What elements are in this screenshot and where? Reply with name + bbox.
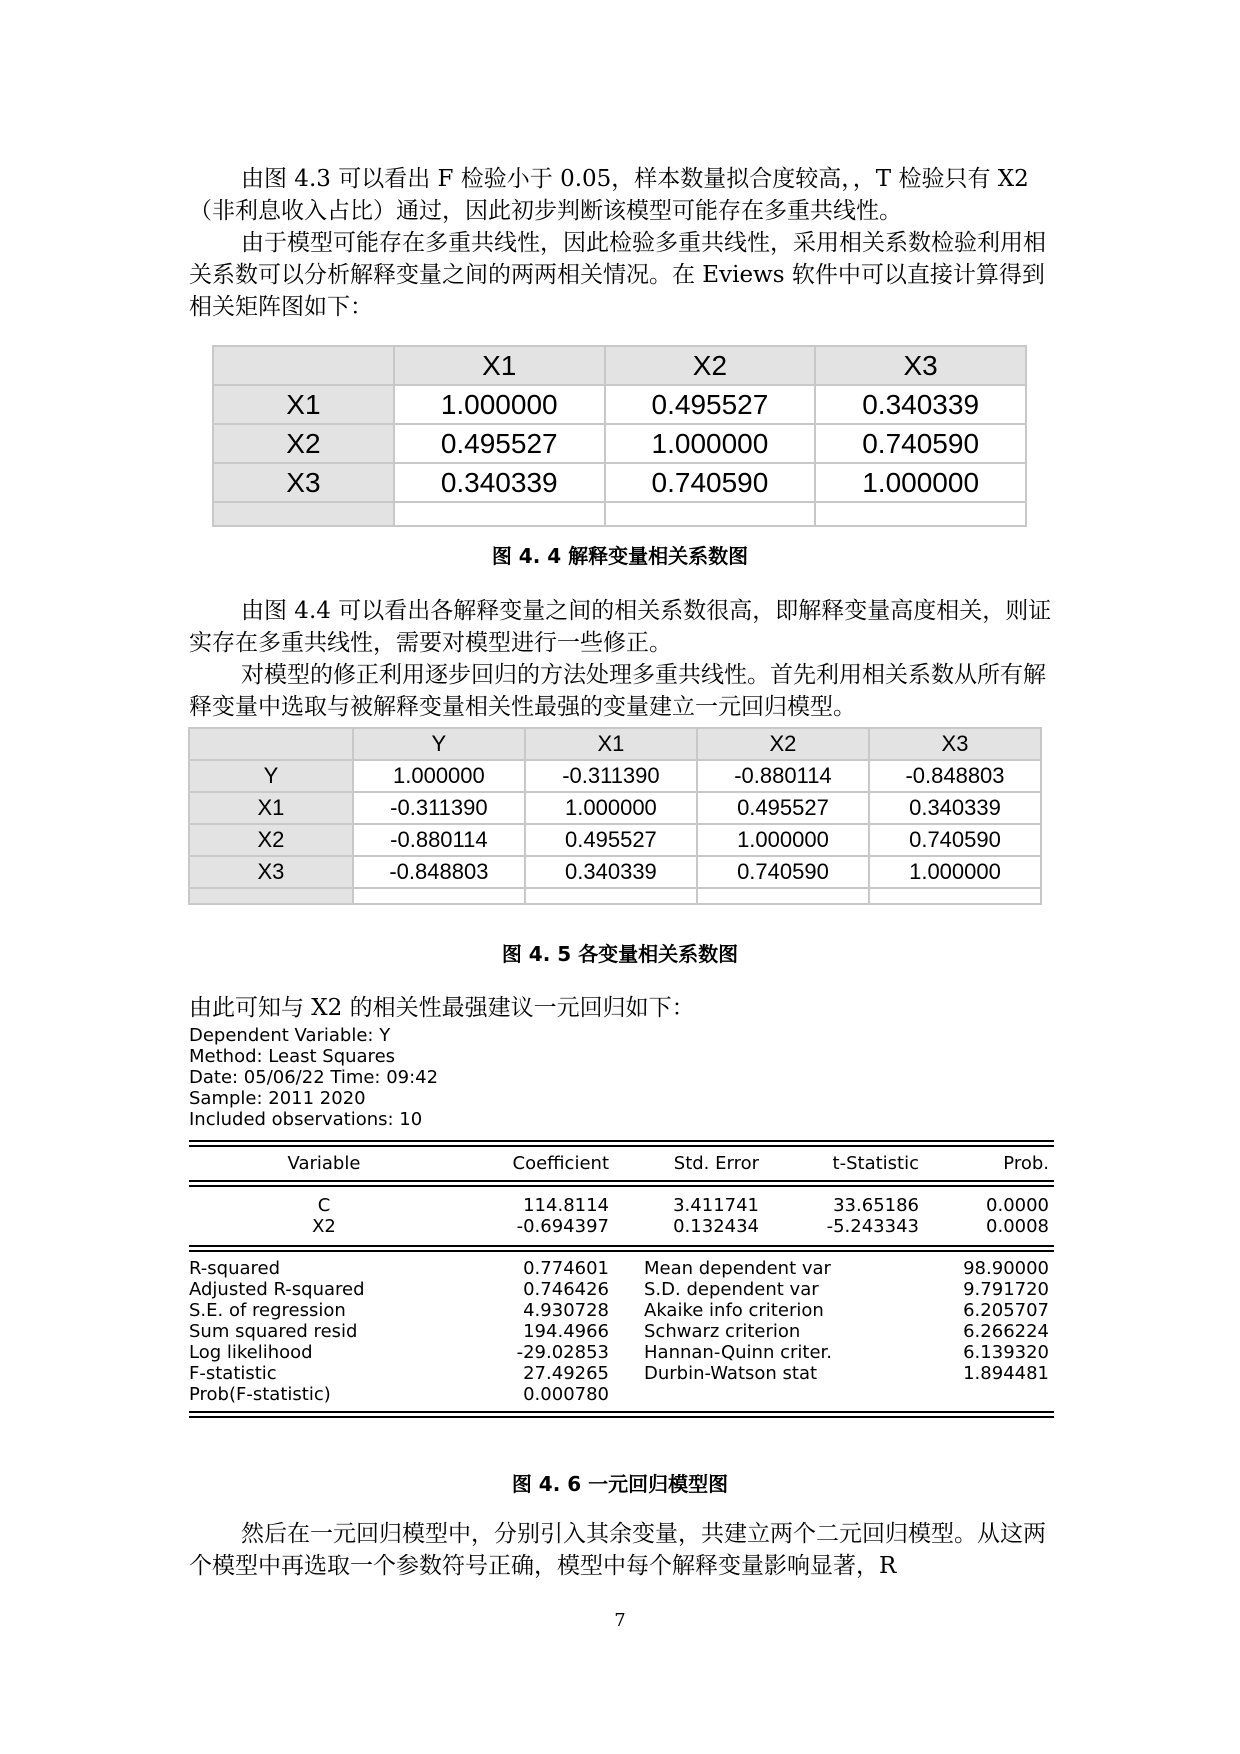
stat-value: 194.4966	[523, 1321, 609, 1342]
stat-value: 6.205707	[963, 1300, 1049, 1321]
column-header: Variable	[287, 1153, 361, 1174]
table-cell: 0.340339	[525, 856, 697, 888]
table-row	[189, 760, 1041, 792]
std-error-value: 3.411741	[673, 1195, 759, 1216]
stat-label: S.D. dependent var	[644, 1279, 819, 1300]
row-header: X3	[189, 856, 353, 888]
table-row	[213, 424, 1026, 463]
stat-label: Log likelihood	[189, 1342, 313, 1363]
page-number: 7	[614, 1610, 626, 1631]
stat-value: 0.746426	[523, 1279, 609, 1300]
empty-cell	[869, 888, 1041, 904]
stat-value: -29.02853	[516, 1342, 609, 1363]
double-rule	[189, 1245, 1054, 1252]
coefficient-row	[189, 1195, 1054, 1216]
coefficient-header-row	[189, 1153, 1054, 1174]
empty-row	[189, 888, 1041, 904]
empty-cell	[394, 502, 605, 526]
stat-row	[189, 1279, 1054, 1300]
stat-label: Schwarz criterion	[644, 1321, 801, 1342]
table-cell: 1.000000	[869, 856, 1041, 888]
stat-value: 1.894481	[963, 1363, 1049, 1384]
column-header: X3	[815, 346, 1026, 385]
coefficient-value: -0.694397	[516, 1216, 609, 1237]
double-rule	[189, 1140, 1054, 1147]
regression-header-line: Method: Least Squares	[189, 1046, 396, 1067]
coefficient-row	[189, 1216, 1054, 1237]
regression-header-line: Date: 05/06/22 Time: 09:42	[189, 1067, 439, 1088]
stat-value: 0.774601	[523, 1258, 609, 1279]
table-cell: 1.000000	[815, 463, 1026, 502]
table-cell: 0.740590	[605, 463, 816, 502]
stat-label: Hannan-Quinn criter.	[644, 1342, 832, 1363]
stat-row	[189, 1321, 1054, 1342]
stat-value: 9.791720	[963, 1279, 1049, 1300]
regression-intro	[189, 992, 1059, 1024]
empty-cell	[605, 502, 816, 526]
t-statistic-value: 33.65186	[833, 1195, 919, 1216]
column-header: X1	[394, 346, 605, 385]
table-cell: 0.340339	[394, 463, 605, 502]
stat-value: 98.90000	[963, 1258, 1049, 1279]
table-cell: -0.880114	[353, 824, 525, 856]
column-header: t-Statistic	[832, 1153, 919, 1174]
stat-label: F-statistic	[189, 1363, 277, 1384]
stat-value: 27.49265	[523, 1363, 609, 1384]
column-header: X2	[605, 346, 816, 385]
figure-caption: 图 4. 6 一元回归模型图	[511, 1472, 729, 1496]
stat-value: 4.930728	[523, 1300, 609, 1321]
stat-label: Akaike info criterion	[644, 1300, 824, 1321]
table-cell: 1.000000	[525, 792, 697, 824]
empty-cell	[815, 502, 1026, 526]
table-cell: 1.000000	[697, 824, 869, 856]
row-header: X3	[213, 463, 394, 502]
table-cell: 0.495527	[394, 424, 605, 463]
prob-value: 0.0000	[986, 1195, 1049, 1216]
stat-value: 6.139320	[963, 1342, 1049, 1363]
t-statistic-value: -5.243343	[826, 1216, 919, 1237]
intro-text	[189, 163, 1059, 323]
row-header: X2	[189, 824, 353, 856]
coefficient-value: 114.8114	[523, 1195, 609, 1216]
column-header: Y	[353, 728, 525, 760]
table-cell: 0.340339	[869, 792, 1041, 824]
table-row	[213, 463, 1026, 502]
stat-label: Mean dependent var	[644, 1258, 831, 1279]
table-cell: 1.000000	[394, 385, 605, 424]
table-row	[189, 792, 1041, 824]
stat-label: Durbin-Watson stat	[644, 1363, 818, 1384]
paragraph: 由图 4.3 可以看出 F 检验小于 0.05，样本数量拟合度较高，，T 检验只有 X2（非利息收入占比）通过，因此初步判断该模型可能存在多重共线性。	[189, 166, 1029, 224]
paragraph: 由于模型可能存在多重共线性，因此检验多重共线性，采用相关系数检验利用相关系数可以分析解释变量之间的两两相关情况。在 Eviews 软件中可以直接计算得到相关矩阵图如下：	[189, 230, 1046, 320]
row-header: Y	[189, 760, 353, 792]
table-cell: -0.848803	[869, 760, 1041, 792]
table-cell: -0.848803	[353, 856, 525, 888]
column-header: X1	[525, 728, 697, 760]
table-cell: -0.311390	[353, 792, 525, 824]
column-header: Prob.	[1003, 1153, 1049, 1174]
analysis-text	[189, 595, 1059, 723]
stat-row	[189, 1384, 1054, 1405]
table-cell: 0.740590	[815, 424, 1026, 463]
column-header: Std. Error	[673, 1153, 759, 1174]
regression-output	[189, 1025, 1054, 1418]
stat-label	[609, 1384, 894, 1405]
stat-row	[189, 1363, 1054, 1384]
figure-caption: 图 4. 4 解释变量相关系数图	[491, 544, 749, 568]
figure-caption: 图 4. 5 各变量相关系数图	[501, 942, 739, 966]
double-rule	[189, 1180, 1054, 1187]
table-row	[189, 824, 1041, 856]
table-cell: 0.495527	[605, 385, 816, 424]
prob-value: 0.0008	[986, 1216, 1049, 1237]
paragraph: 由此可知与 X2 的相关性最强建议一元回归如下：	[189, 995, 695, 1021]
double-rule	[189, 1411, 1054, 1418]
empty-cell	[353, 888, 525, 904]
stat-row	[189, 1258, 1054, 1279]
table-row	[189, 856, 1041, 888]
table-cell: 0.740590	[869, 824, 1041, 856]
empty-cell	[213, 502, 394, 526]
column-header: X2	[697, 728, 869, 760]
table-cell: 1.000000	[353, 760, 525, 792]
empty-cell	[189, 888, 353, 904]
regression-header-line: Included observations: 10	[189, 1109, 423, 1130]
column-header: X3	[869, 728, 1041, 760]
correlation-table-explanatory	[212, 345, 1027, 527]
paragraph: 然后在一元回归模型中，分别引入其余变量，共建立两个二元回归模型。从这两个模型中再选取一个参数符号正确，模型中每个解释变量影响显著，R	[189, 1521, 1046, 1579]
empty-cell	[697, 888, 869, 904]
stat-row	[189, 1342, 1054, 1363]
stat-row	[189, 1300, 1054, 1321]
table-cell: 0.495527	[697, 792, 869, 824]
empty-cell	[525, 888, 697, 904]
row-header: X2	[213, 424, 394, 463]
std-error-value: 0.132434	[673, 1216, 759, 1237]
stat-label: R-squared	[189, 1258, 281, 1279]
table-cell: 0.740590	[697, 856, 869, 888]
stat-label: Sum squared resid	[189, 1321, 358, 1342]
row-header: X1	[189, 792, 353, 824]
correlation-table-all	[188, 727, 1042, 905]
column-header: Coefficient	[512, 1153, 609, 1174]
stat-label: S.E. of regression	[189, 1300, 346, 1321]
stat-value	[894, 1384, 1049, 1405]
table-cell: 1.000000	[605, 424, 816, 463]
variable-name: C	[317, 1195, 331, 1216]
table-cell: -0.311390	[525, 760, 697, 792]
stat-value: 0.000780	[523, 1384, 609, 1405]
stat-label: Adjusted R-squared	[189, 1279, 365, 1300]
paragraph: 对模型的修正利用逐步回归的方法处理多重共线性。首先利用相关系数从所有解释变量中选取与被解释变量相关性最强的变量建立一元回归模型。	[189, 662, 1046, 720]
table-cell: 0.495527	[525, 824, 697, 856]
stat-value: 6.266224	[963, 1321, 1049, 1342]
table-cell: 0.340339	[815, 385, 1026, 424]
regression-header-line: Dependent Variable: Y	[189, 1025, 391, 1046]
closing-text	[189, 1518, 1059, 1582]
variable-name: X2	[312, 1216, 336, 1237]
empty-row	[213, 502, 1026, 526]
row-header: X1	[213, 385, 394, 424]
table-row	[213, 385, 1026, 424]
regression-header-line: Sample: 2011 2020	[189, 1088, 366, 1109]
table-corner	[189, 728, 353, 760]
table-cell: -0.880114	[697, 760, 869, 792]
stat-label: Prob(F-statistic)	[189, 1384, 331, 1405]
table-corner	[213, 346, 394, 385]
paragraph: 由图 4.4 可以看出各解释变量之间的相关系数很高，即解释变量高度相关，则证实存在多重共线性，需要对模型进行一些修正。	[189, 598, 1052, 656]
